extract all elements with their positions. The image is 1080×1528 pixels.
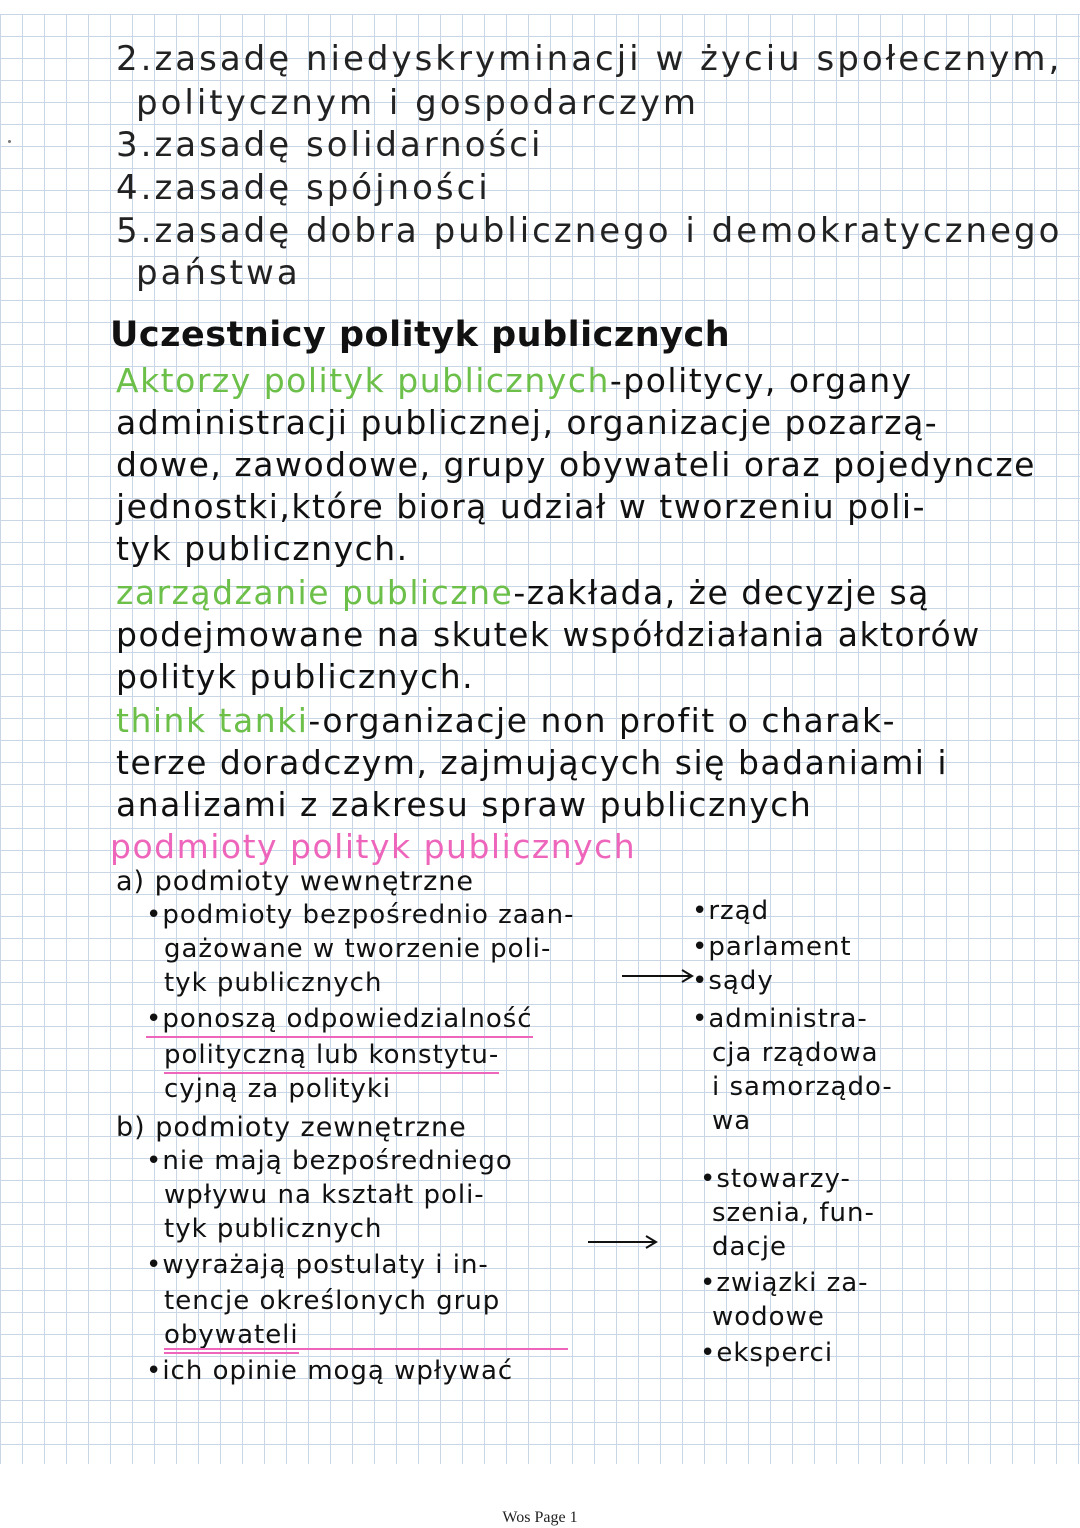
wew-bullet-1-cont-1: gażowane w tworzenie poli- bbox=[164, 934, 552, 964]
zew-right-3: dacje bbox=[712, 1232, 787, 1262]
zew-right-1: •stowarzy- bbox=[700, 1164, 851, 1194]
section-heading: Uczestnicy polityk publicznych bbox=[110, 315, 731, 355]
zew-right-5: wodowe bbox=[712, 1302, 825, 1332]
zew-right-2: szenia, fun- bbox=[712, 1198, 875, 1228]
wew-bullet-2-text: •ponoszą odpowiedzialność bbox=[146, 1004, 533, 1038]
wew-right-4: •administra- bbox=[692, 1004, 868, 1034]
wew-right-2: •parlament bbox=[692, 932, 852, 962]
arrow-right-icon bbox=[586, 1232, 666, 1252]
wew-bullet-2 bbox=[146, 1006, 533, 1032]
zew-bullet-1-cont-1: wpływu na kształt poli- bbox=[164, 1180, 485, 1210]
zew-bullet-2-cont-2-text: obywateli bbox=[164, 1320, 299, 1354]
zew-label: b) podmioty zewnętrzne bbox=[116, 1112, 467, 1143]
wew-bullet-2-cont-1-text: polityczną lub konstytu- bbox=[164, 1040, 499, 1074]
wew-right-1: •rząd bbox=[692, 896, 770, 926]
wew-bullet-2-cont-1 bbox=[164, 1042, 499, 1068]
pink-underline bbox=[164, 1348, 568, 1350]
wew-right-7: wa bbox=[712, 1106, 752, 1136]
wew-bullet-1-cont-2: tyk publicznych bbox=[164, 968, 383, 998]
wew-right-6: i samorządo- bbox=[712, 1072, 893, 1102]
aktorzy-term: Aktorzy polityk publicznych bbox=[116, 361, 610, 400]
intro-line-3: 3.zasadę solidarności bbox=[116, 125, 544, 165]
zarzadzanie-line-3: polityk publicznych. bbox=[116, 657, 475, 696]
thinktanki-def-start: -organizacje non profit o charak- bbox=[308, 701, 896, 740]
wew-bullet-2-cont-2: cyjną za polityki bbox=[164, 1074, 392, 1104]
zew-right-6: •eksperci bbox=[700, 1338, 834, 1368]
zarzadzanie-term: zarządzanie publiczne bbox=[116, 573, 514, 612]
arrow-right-icon bbox=[620, 966, 700, 986]
podmioty-heading: podmioty polityk publicznych bbox=[110, 827, 637, 866]
thinktanki-line-2: terze doradczym, zajmujących się badaniami i bbox=[116, 743, 949, 782]
thinktanki-line-1 bbox=[116, 701, 896, 740]
zew-bullet-1: •nie mają bezpośredniego bbox=[146, 1146, 513, 1176]
intro-line-5: 5.zasadę dobra publicznego i demokratycznego bbox=[116, 211, 1063, 251]
intro-line-6: państwa bbox=[136, 253, 301, 293]
zew-bullet-3: •ich opinie mogą wpływać bbox=[146, 1356, 514, 1386]
aktorzy-def-start: -politycy, organy bbox=[609, 361, 913, 400]
wew-bullet-1: •podmioty bezpośrednio zaan- bbox=[146, 900, 575, 930]
aktorzy-line-1 bbox=[116, 361, 913, 400]
thinktanki-line-3: analizami z zakresu spraw publicznych bbox=[116, 785, 813, 824]
wew-right-5: cja rządowa bbox=[712, 1038, 879, 1068]
intro-line-2: politycznym i gospodarczym bbox=[136, 83, 700, 123]
zew-bullet-2-cont-2 bbox=[164, 1322, 299, 1348]
zarzadzanie-line-1 bbox=[116, 573, 930, 612]
zarzadzanie-def-start: -zakłada, że decyzje są bbox=[513, 573, 930, 612]
wew-right-3: •sądy bbox=[692, 966, 774, 996]
zarzadzanie-line-2: podejmowane na skutek współdziałania aktorów bbox=[116, 615, 981, 654]
intro-line-4: 4.zasadę spójności bbox=[116, 168, 491, 208]
page-footer: Wos Page 1 bbox=[502, 1509, 578, 1526]
wew-label: a) podmioty wewnętrzne bbox=[116, 866, 475, 897]
zew-bullet-2-cont-1: tencje określonych grup bbox=[164, 1286, 501, 1316]
zew-right-4: •związki za- bbox=[700, 1268, 869, 1298]
aktorzy-line-4: jednostki,które biorą udział w tworzeniu poli- bbox=[116, 487, 926, 526]
zew-bullet-1-cont-2: tyk publicznych bbox=[164, 1214, 383, 1244]
margin-dot bbox=[8, 140, 11, 143]
thinktanki-term: think tanki bbox=[116, 701, 309, 740]
zew-bullet-2: •wyrażają postulaty i in- bbox=[146, 1250, 489, 1280]
aktorzy-line-2: administracji publicznej, organizacje pozarzą- bbox=[116, 403, 939, 442]
aktorzy-line-3: dowe, zawodowe, grupy obywateli oraz pojedyncze bbox=[116, 445, 1036, 484]
intro-line-1: 2.zasadę niedyskryminacji w życiu społecznym, bbox=[116, 39, 1063, 79]
aktorzy-line-5: tyk publicznych. bbox=[116, 529, 409, 568]
